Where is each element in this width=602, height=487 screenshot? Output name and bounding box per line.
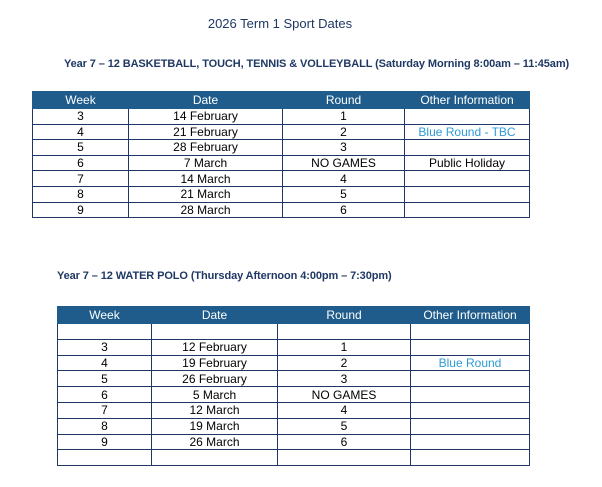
week-cell: 3 xyxy=(33,109,129,125)
table-header-row xyxy=(33,92,530,109)
table-row xyxy=(58,324,530,340)
other-information-cell xyxy=(411,387,530,403)
week-cell: 5 xyxy=(33,140,129,156)
week-cell xyxy=(58,450,152,466)
column-header-date: Date xyxy=(129,92,283,109)
round-cell: 1 xyxy=(278,339,411,355)
date-cell: 12 March xyxy=(152,402,278,418)
date-cell: 21 February xyxy=(129,124,283,140)
table-row xyxy=(33,202,530,218)
round-cell: NO GAMES xyxy=(283,155,405,171)
week-cell: 6 xyxy=(33,155,129,171)
basketball-schedule-table xyxy=(32,91,530,218)
column-header-round: Round xyxy=(283,92,405,109)
table-row xyxy=(58,402,530,418)
table-row xyxy=(33,140,530,156)
other-information-cell xyxy=(411,450,530,466)
column-header-date: Date xyxy=(152,307,278,324)
round-cell: 4 xyxy=(278,402,411,418)
date-cell: 5 March xyxy=(152,387,278,403)
table-row xyxy=(58,450,530,466)
week-cell xyxy=(58,324,152,340)
column-header-other-information: Other Information xyxy=(411,307,530,324)
week-cell: 7 xyxy=(33,171,129,187)
date-cell xyxy=(152,450,278,466)
other-information-cell xyxy=(411,339,530,355)
round-cell: 1 xyxy=(283,109,405,125)
other-information-cell: Public Holiday xyxy=(405,155,530,171)
column-header-other-information: Other Information xyxy=(405,92,530,109)
round-cell: 6 xyxy=(283,202,405,218)
other-information-cell xyxy=(405,186,530,202)
page-title: 2026 Term 1 Sport Dates xyxy=(207,16,353,31)
date-cell: 26 February xyxy=(152,371,278,387)
date-cell: 19 February xyxy=(152,355,278,371)
column-header-week: Week xyxy=(33,92,129,109)
date-cell: 26 March xyxy=(152,434,278,450)
week-cell: 9 xyxy=(33,202,129,218)
week-cell: 6 xyxy=(58,387,152,403)
date-cell: 28 February xyxy=(129,140,283,156)
week-cell: 3 xyxy=(58,339,152,355)
water-polo-schedule-table xyxy=(57,306,530,466)
table-row xyxy=(58,371,530,387)
table-row xyxy=(58,355,530,371)
other-information-cell xyxy=(405,140,530,156)
round-cell xyxy=(278,324,411,340)
round-cell: 6 xyxy=(278,434,411,450)
section-heading-water-polo: Year 7 – 12 WATER POLO (Thursday Afternoon 4:00pm – 7:30pm) xyxy=(57,270,392,282)
round-cell: NO GAMES xyxy=(278,387,411,403)
column-header-round: Round xyxy=(278,307,411,324)
week-cell: 9 xyxy=(58,434,152,450)
table-row xyxy=(33,186,530,202)
date-cell: 28 March xyxy=(129,202,283,218)
table-row xyxy=(58,339,530,355)
round-cell: 3 xyxy=(283,140,405,156)
date-cell: 19 March xyxy=(152,418,278,434)
other-information-cell: Blue Round - TBC xyxy=(405,124,530,140)
date-cell: 7 March xyxy=(129,155,283,171)
date-cell: 14 March xyxy=(129,171,283,187)
date-cell: 21 March xyxy=(129,186,283,202)
table-row xyxy=(58,434,530,450)
round-cell: 3 xyxy=(278,371,411,387)
column-header-week: Week xyxy=(58,307,152,324)
other-information-cell xyxy=(405,202,530,218)
week-cell: 7 xyxy=(58,402,152,418)
other-information-cell xyxy=(405,171,530,187)
other-information-cell: Blue Round xyxy=(411,355,530,371)
round-cell: 2 xyxy=(283,124,405,140)
round-cell: 4 xyxy=(283,171,405,187)
other-information-cell xyxy=(411,371,530,387)
date-cell: 14 February xyxy=(129,109,283,125)
round-cell: 2 xyxy=(278,355,411,371)
other-information-cell xyxy=(411,434,530,450)
table-row xyxy=(33,155,530,171)
week-cell: 5 xyxy=(58,371,152,387)
table-row xyxy=(58,418,530,434)
table-row xyxy=(33,171,530,187)
date-cell xyxy=(152,324,278,340)
week-cell: 8 xyxy=(58,418,152,434)
table-row xyxy=(58,387,530,403)
table-header-row xyxy=(58,307,530,324)
round-cell: 5 xyxy=(283,186,405,202)
other-information-cell xyxy=(411,418,530,434)
table-row xyxy=(33,109,530,125)
round-cell: 5 xyxy=(278,418,411,434)
other-information-cell xyxy=(411,324,530,340)
other-information-cell xyxy=(405,109,530,125)
week-cell: 8 xyxy=(33,186,129,202)
section-heading-basketball: Year 7 – 12 BASKETBALL, TOUCH, TENNIS & VOLLEYBALL (Saturday Morning 8:00am – 11:45am) xyxy=(64,58,570,70)
date-cell: 12 February xyxy=(152,339,278,355)
round-cell xyxy=(278,450,411,466)
other-information-cell xyxy=(411,402,530,418)
table-row xyxy=(33,124,530,140)
week-cell: 4 xyxy=(58,355,152,371)
week-cell: 4 xyxy=(33,124,129,140)
